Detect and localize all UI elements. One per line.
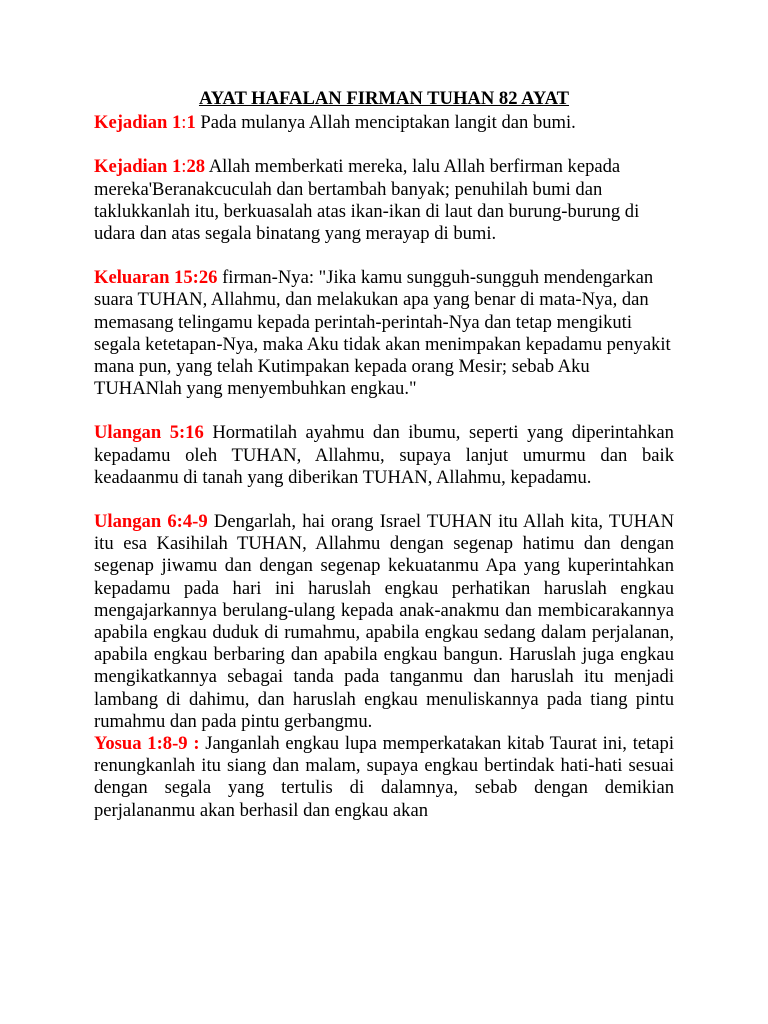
verse-keluaran-15-26 <box>94 267 674 400</box>
verse-reference: Ulangan 5:16 <box>94 422 204 444</box>
verse-ulangan-6-4-9 <box>94 511 674 733</box>
verse-ref-separator: : <box>181 156 187 178</box>
verse-ref-book: Kejadian 1 <box>94 112 182 134</box>
verse-kejadian-1-1 <box>94 112 674 134</box>
verse-ref-book: Kejadian 1 <box>94 156 182 178</box>
verse-ref-number: 1 <box>186 112 196 134</box>
verse-text: Janganlah engkau lupa memperkatakan kitab Taurat ini, tetapi renungkanlah itu siang dan malam, supaya engkau bertindak hati-hati sesuai dengan segala yang tertulis di dalamnya, sebab dengan demikian perjalananmu akan berhasil dan engkau akan <box>94 733 674 821</box>
verse-text: Dengarlah, hai orang Israel TUHAN itu Allah kita, TUHAN itu esa Kasihilah TUHAN, Allahmu dengan segenap hatimu dan dengan segenap jiwamu dan dengan segenap kekuatanmu Apa yang kuperintahkan kepadamu pada hari ini haruslah engkau perhatikan haruslah engkau mengajarkannya berulang-ulang kepada anak-anakmu dan membicarakannya apabila engkau duduk di rumahmu, apabila engkau sedang dalam perjalanan, apabila engkau berbaring dan apabila engkau bangun. Haruslah juga engkau mengikatkannya sebagai tanda pada tanganmu dan haruslah itu menjadi lambang di dahimu, dan haruslah engkau menuliskannya pada tiang pintu rumahmu dan pada pintu gerbangmu. <box>94 511 675 732</box>
document-title: AYAT HAFALAN FIRMAN TUHAN 82 AYAT <box>198 88 570 109</box>
verse-text: Pada mulanya Allah menciptakan langit dan bumi. <box>200 112 576 134</box>
verse-reference: Yosua 1:8-9 : <box>94 733 200 755</box>
verse-ref-separator: : <box>181 112 187 134</box>
verse-ref-number: 28 <box>186 156 206 178</box>
verse-reference: Ulangan 6:4-9 <box>94 511 208 533</box>
verse-ulangan-5-16 <box>94 422 674 489</box>
verse-yosua-1-8-9 <box>94 733 674 822</box>
verse-reference: Keluaran 15:26 <box>94 267 218 289</box>
verse-kejadian-1-28 <box>94 156 674 245</box>
verse-reference <box>94 112 196 133</box>
verse-reference <box>94 156 205 177</box>
document-page <box>94 88 674 822</box>
verse-text: Allah memberkati mereka, lalu Allah berfirman kepada mereka'Beranakcuculah dan bertambah banyak; penuhilah bumi dan taklukkanlah itu, berkuasalah atas ikan-ikan di laut dan burung-burung di udara dan atas segala binatang yang merayap di bumi. <box>94 156 640 245</box>
verse-text: firman-Nya: "Jika kamu sungguh-sungguh mendengarkan suara TUHAN, Allahmu, dan melakukan apa yang benar di mata-Nya, dan memasang telingamu kepada perintah-perintah-Nya dan tetap mengikuti segala ketetapan-Nya, maka Aku tidak akan menimpakan kepadamu penyakit mana pun, yang telah Kutimpakan kepada orang Mesir; sebab Aku TUHANlah yang menyembuhkan engkau." <box>94 267 671 400</box>
verse-text: Hormatilah ayahmu dan ibumu, seperti yang diperintahkan kepadamu oleh TUHAN, Allahmu, supaya lanjut umurmu dan baik keadaanmu di tanah yang diberikan TUHAN, Allahmu, kepadamu. <box>94 422 674 488</box>
